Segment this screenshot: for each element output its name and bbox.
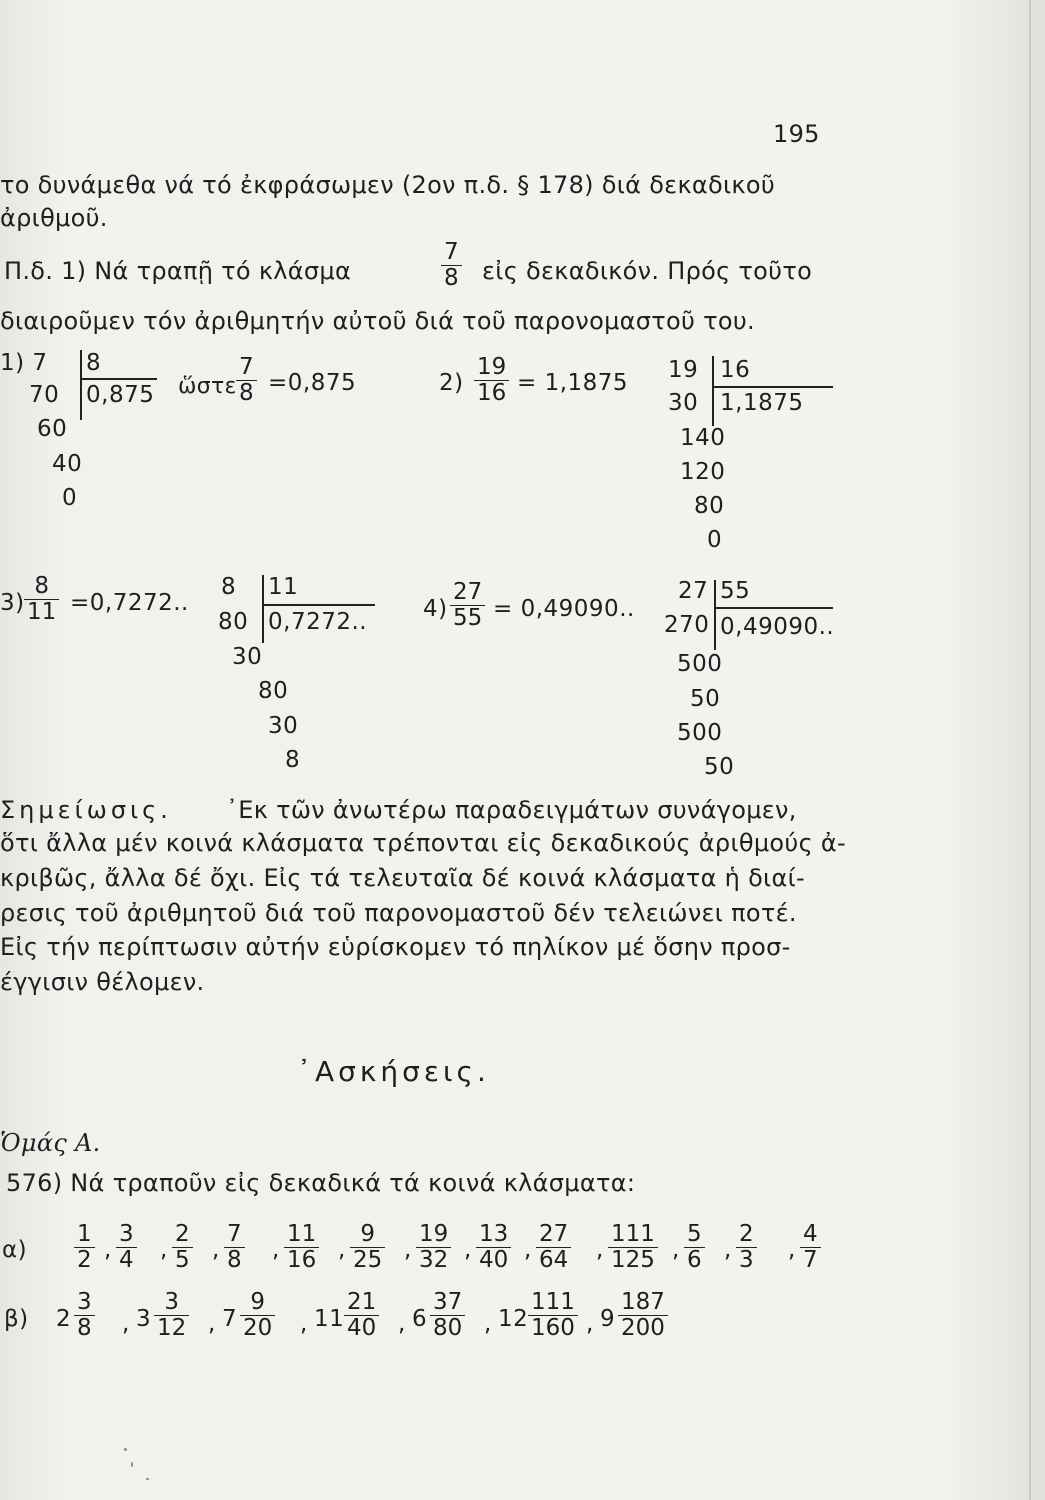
exercise-fraction — [284, 1222, 319, 1273]
exercise-fraction — [350, 1222, 385, 1273]
fraction-denominator: 8 — [441, 265, 462, 291]
ex1-step: 0 — [62, 485, 78, 511]
exercise-fraction — [476, 1222, 511, 1273]
ex4-divisor: 55 — [720, 578, 751, 604]
paper-speck — [146, 1478, 149, 1480]
mixed-whole: 6 — [412, 1306, 428, 1332]
ex3-divisor: 11 — [268, 574, 299, 600]
fraction-denominator: 8 — [236, 380, 257, 406]
ex2-step: 0 — [707, 527, 723, 553]
ex1-quotient: 0,875 — [86, 382, 155, 408]
ex2-label: 2) — [439, 370, 464, 396]
exercise-fraction — [684, 1222, 705, 1273]
ex4-step: 50 — [690, 686, 721, 712]
note-line: ὅτι ἄλλα μέν κοινά κλάσματα τρέπονται εἰς δεκαδικούς ἀριθμούς ἀ- — [0, 829, 846, 857]
division-rule — [715, 607, 833, 609]
fraction-numerator: 19 — [419, 1221, 449, 1247]
separator-comma: , — [464, 1237, 472, 1263]
note-line: ρεσις τοῦ ἀριθμητοῦ διά τοῦ παρονομαστοῦ δέν τελειώνει ποτέ. — [0, 899, 797, 927]
fraction-denominator: 80 — [430, 1315, 465, 1341]
ex2-step: 140 — [680, 425, 726, 451]
fraction-denominator: 6 — [684, 1247, 705, 1273]
mixed-whole: 12 — [498, 1306, 529, 1332]
fraction-numerator: 37 — [433, 1289, 463, 1315]
mixed-fraction — [74, 1290, 95, 1341]
ex2-dividend: 19 — [668, 357, 699, 383]
fraction-denominator: 40 — [476, 1247, 511, 1273]
fraction-numerator: 11 — [287, 1221, 317, 1247]
fraction-denominator: 64 — [536, 1247, 571, 1273]
exercise-fraction — [800, 1222, 821, 1273]
separator-comma: , — [788, 1237, 796, 1263]
ex3-step: 80 — [258, 678, 289, 704]
fraction-denominator: 200 — [618, 1315, 668, 1341]
fraction-numerator: 13 — [479, 1221, 509, 1247]
separator-comma: , — [104, 1237, 112, 1263]
separator-comma: , — [484, 1311, 492, 1337]
ex4-fraction — [450, 580, 485, 631]
ex3-fraction — [24, 574, 59, 625]
ex4-step: 500 — [677, 720, 723, 746]
fraction-denominator: 125 — [608, 1247, 658, 1273]
ex1-result: =0,875 — [268, 370, 357, 396]
exercise-fraction — [74, 1222, 95, 1273]
fraction-numerator: 7 — [444, 239, 459, 265]
separator-comma: , — [272, 1237, 280, 1263]
fraction-numerator: 21 — [347, 1289, 377, 1315]
ex3-quotient: 0,7272.. — [268, 609, 368, 635]
fraction-numerator: 19 — [477, 354, 507, 380]
mixed-whole: 11 — [314, 1306, 345, 1332]
separator-comma: , — [404, 1237, 412, 1263]
fraction-denominator: 16 — [474, 380, 509, 406]
separator-comma: , — [524, 1237, 532, 1263]
ex1-divisor: 8 — [86, 350, 102, 376]
division-bar — [262, 575, 264, 643]
mixed-whole: 9 — [600, 1306, 616, 1332]
exercise-fraction — [736, 1222, 757, 1273]
division-bar — [714, 580, 716, 650]
division-bar — [712, 356, 714, 426]
group-label: Ὁμάς Α. — [0, 1129, 101, 1157]
exercise-fraction — [172, 1222, 193, 1273]
mixed-fraction — [430, 1290, 465, 1341]
text-line-2: ἀριθμοῦ. — [0, 204, 108, 232]
separator-comma: , — [122, 1311, 130, 1337]
ex1-step: 70 — [29, 382, 60, 408]
ex2-divisor: 16 — [720, 357, 751, 383]
fraction-numerator: 2 — [175, 1221, 190, 1247]
ex3-step: 80 — [218, 609, 249, 635]
ex1-step: 60 — [37, 416, 68, 442]
note-line: Εἰς τήν περίπτωσιν αὐτήν εὑρίσκομεν τό πηλίκον μέ ὅσην προσ- — [0, 933, 791, 961]
separator-comma: , — [160, 1237, 168, 1263]
fraction-denominator: 11 — [24, 599, 59, 625]
page-number: 195 — [773, 120, 820, 148]
fraction-numerator: 9 — [360, 1221, 375, 1247]
fraction-numerator: 27 — [453, 579, 483, 605]
ex3-label: 3) — [0, 590, 25, 616]
ex3-dividend: 8 — [221, 574, 237, 600]
separator-comma: , — [398, 1311, 406, 1337]
text-line-1: το δυνάμεθα νά τό ἐκφράσωμεν (2ον π.δ. § 178) διά δεκαδικοῦ — [0, 171, 776, 199]
inline-fraction — [441, 240, 462, 291]
exercise-fraction — [536, 1222, 571, 1273]
row-alpha-label: α) — [2, 1237, 28, 1263]
mixed-fraction — [240, 1290, 275, 1341]
mixed-whole: 2 — [56, 1306, 72, 1332]
fraction-denominator: 32 — [416, 1247, 451, 1273]
paper-speck — [124, 1448, 127, 1451]
fraction-numerator: 8 — [34, 573, 49, 599]
fraction-denominator: 2 — [74, 1247, 95, 1273]
fraction-numerator: 2 — [739, 1221, 754, 1247]
fraction-numerator: 9 — [250, 1289, 265, 1315]
fraction-numerator: 4 — [803, 1221, 818, 1247]
fraction-numerator: 3 — [77, 1289, 92, 1315]
fraction-denominator: 20 — [240, 1315, 275, 1341]
exercise-fraction — [116, 1222, 137, 1273]
division-rule — [713, 386, 833, 388]
ex4-step: 270 — [664, 612, 710, 638]
separator-comma: , — [724, 1237, 732, 1263]
ex3-step: 30 — [232, 644, 263, 670]
row-beta-label: β) — [4, 1306, 29, 1332]
ex4-result: = 0,49090.. — [493, 596, 635, 622]
division-rule — [81, 378, 157, 380]
note-line: κριβῶς, ἄλλα δέ ὄχι. Εἰς τά τελευταῖα δέ κοινά κλάσματα ἡ διαί- — [0, 864, 805, 892]
ex4-step: 50 — [704, 754, 735, 780]
fraction-denominator: 25 — [350, 1247, 385, 1273]
ex3-step: 30 — [268, 713, 299, 739]
note-first: ᾿Εκ τῶν ἀνωτέρω παραδειγμάτων συνάγομεν, — [226, 796, 797, 824]
separator-comma: , — [596, 1237, 604, 1263]
mixed-fraction — [618, 1290, 668, 1341]
ex3-step: 8 — [285, 747, 301, 773]
exercise-fraction — [608, 1222, 658, 1273]
mixed-fraction — [344, 1290, 379, 1341]
separator-comma: , — [672, 1237, 680, 1263]
separator-comma: , — [300, 1311, 308, 1337]
text-line-4: διαιροῦμεν τόν ἀριθμητήν αὐτοῦ διά τοῦ παρονομαστοῦ του. — [0, 307, 755, 335]
separator-comma: , — [208, 1311, 216, 1337]
ex2-fraction — [474, 355, 509, 406]
fraction-denominator: 7 — [800, 1247, 821, 1273]
note-line: έγγισιν θέλομεν. — [0, 968, 205, 996]
ex2-quotient: 1,1875 — [720, 390, 804, 416]
fraction-numerator: 1 — [77, 1221, 92, 1247]
exercise-fraction — [416, 1222, 451, 1273]
ex1-fraction — [236, 355, 257, 406]
fraction-denominator: 160 — [528, 1315, 578, 1341]
ex4-label: 4) — [423, 596, 448, 622]
fraction-numerator: 111 — [611, 1221, 655, 1247]
fraction-denominator: 40 — [344, 1315, 379, 1341]
fraction-denominator: 8 — [224, 1247, 245, 1273]
text-line-3a: Π.δ. 1) Νά τραπῇ τό κλάσμα — [4, 257, 352, 285]
ex4-quotient: 0,49090.. — [720, 614, 835, 640]
fraction-numerator: 5 — [687, 1221, 702, 1247]
ex2-step: 30 — [668, 390, 699, 416]
division-rule — [263, 604, 375, 606]
fraction-denominator: 16 — [284, 1247, 319, 1273]
mixed-fraction — [154, 1290, 189, 1341]
ex1-step: 40 — [52, 451, 83, 477]
text-line-3b: εἰς δεκαδικόν. Πρός τοῦτο — [482, 257, 813, 285]
fraction-denominator: 55 — [450, 605, 485, 631]
fraction-numerator: 7 — [227, 1221, 242, 1247]
exercise-fraction — [224, 1222, 245, 1273]
ex2-result: = 1,1875 — [517, 370, 629, 396]
ex1-word: ὥστε — [178, 374, 237, 399]
mixed-fraction — [528, 1290, 578, 1341]
fraction-numerator: 7 — [239, 354, 254, 380]
fraction-denominator: 12 — [154, 1315, 189, 1341]
fraction-numerator: 3 — [119, 1221, 134, 1247]
fraction-numerator: 27 — [539, 1221, 569, 1247]
paper-speck — [131, 1462, 133, 1467]
fraction-denominator: 5 — [172, 1247, 193, 1273]
separator-comma: , — [212, 1237, 220, 1263]
ex1-label: 1) 7 — [0, 350, 48, 376]
division-bar — [80, 350, 82, 420]
ex3-result: =0,7272.. — [70, 590, 189, 616]
ex4-step: 500 — [677, 651, 723, 677]
problem-statement: 576) Νά τραποῦν εἰς δεκαδικά τά κοινά κλάσματα: — [6, 1169, 636, 1197]
fraction-denominator: 4 — [116, 1247, 137, 1273]
page-edge — [1029, 0, 1031, 1500]
fraction-denominator: 8 — [74, 1315, 95, 1341]
ex4-dividend: 27 — [678, 578, 709, 604]
mixed-whole: 7 — [222, 1306, 238, 1332]
mixed-whole: 3 — [136, 1306, 152, 1332]
separator-comma: , — [338, 1237, 346, 1263]
separator-comma: , — [586, 1311, 594, 1337]
note-lead: Σημείωσις. — [0, 796, 172, 824]
ex2-step: 120 — [680, 459, 726, 485]
fraction-denominator: 3 — [736, 1247, 757, 1273]
fraction-numerator: 187 — [621, 1289, 665, 1315]
fraction-numerator: 3 — [164, 1289, 179, 1315]
fraction-numerator: 111 — [531, 1289, 575, 1315]
exercises-heading: ᾿Ασκήσεις. — [297, 1055, 490, 1088]
ex2-step: 80 — [694, 493, 725, 519]
